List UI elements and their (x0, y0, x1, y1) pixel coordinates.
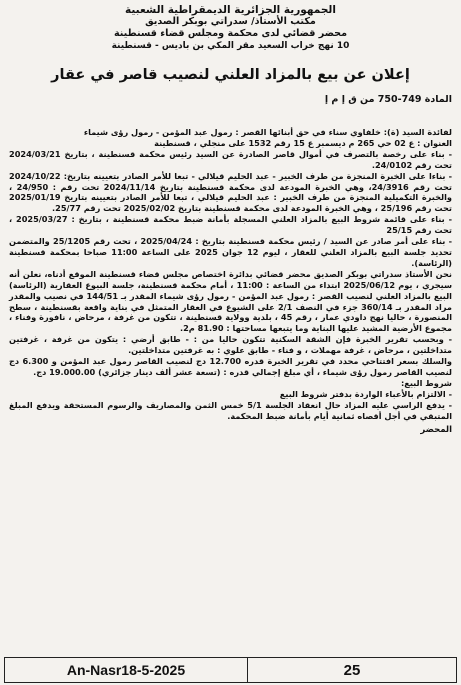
paragraph-expertise: - بناءا على الخبرة المنجزة من طرف الخبير - عبد الحليم قيلالي - تبعا للأمر الصادر بتعيينه بتاريخ: 2024/10/22 تحت رقم 24/3916، وهي الخبرة المودعة لدى محكمة قسنطينة بتاريخ 2024/11/14 تحت رقم : 24/950 ، والخبرة التكميلية المنجزة من طرف الخبير : عبد الحليم قيلالي ، تبعا للأمر الصادر بتعيينه بتاريخ 2025/01/19 تحت رقم 25/196 ، وهي الخبرة المودعة لدى محكمة قسنطينة بتاريخ 2025/02/02 تحت رقم 25/77. (9, 170, 452, 214)
bailiff-heading: محضر قضائي لدى محكمة ومجلس قضاء قسنطينة (113, 28, 348, 39)
address-heading: 10 نهج خراب السعيد مقر المكي بن باديس - قسنطينة (111, 41, 350, 51)
newspaper-footer (4, 657, 457, 683)
sale-conditions-heading: شروط البيع: (400, 377, 452, 388)
publication-date: An-Nasr18-5-2025 (5, 658, 248, 682)
signature-label: المحضر (420, 425, 452, 436)
office-heading: مكتب الأستاذ/ سدراتي بوبكر الصديق (145, 16, 316, 27)
paragraph-beneficiary: لفائدة السيد (ة): خلفاوي سناء في حق أبنائها القصر : رمول عبد المؤمن - رمول رؤى شيماء (83, 127, 452, 137)
sale-condition-2: - يدفع الراسي عليه المزاد حال انعقاد الجلسة 5/1 خمس الثمن والمصاريف والرسوم المستحقة ويدفع المبلغ المتبقي في أجل أقصاه ثمانية أيام بأمانة ضبط المحكمة. (9, 399, 452, 421)
letterhead (9, 4, 452, 52)
paragraph-property-description: - وبحسب تقرير الخبرة فإن الشقة السكنية تتكون حاليا من : - طابق أرضي : يتكون من غرفة ، غرفتين متداخلتين ، مرحاض ، غرفة مهملات ، و فناء - طابق علوي : به غرفتين متداخلتين. (9, 334, 452, 356)
paragraph-sale-notice: نحن الأستاذ سدراتي بوبكر الصديق محضر قضائي بدائرة اختصاص مجلس قضاء قسنطينة الموقع أدناه، نعلن أنه سيجري ، يوم 2025/06/12 ابتداء من الساعة : 11:00 ، أمام محكمة قسنطينة، جلسة البيوع العقارية (الرئاسة) البيع بالمزاد العلني لنصيب القصر : رمول عبد المؤمن - رمول رؤى شيماء المقدر بـ 144/51 في نصيب والمقدر مراد المقدر بـ 360/14 جزء في النصف 2/1 على الشيوع في العقار المتمثل في بناية واقعة بقسنطينة ، سطح المنصورة ، حاليا نهج داودي عمار ، رقم 45 ، بلدية وولاية قسنطينة ، تتكون من غرفة ، مرحاض ، نافورة وفناء ، مجموع الأرضية المشيد عليها البناية وما يتبعها مساحتها : 81.90 م2. (9, 268, 453, 334)
page-number: 25 (343, 661, 361, 679)
republic-heading: الجمهورية الجزائرية الديمقراطية الشعبية (125, 4, 336, 16)
legal-article: المادة 749-750 من ق إ م إ (324, 94, 452, 105)
paragraph-conditions-list: - بناء على قائمة شروط البيع بالمزاد العلني المسجلة بأمانة ضبط محكمة قسنطينة ، بتاريخ : 2025/03/27 ، تحت رقم 25/15 (9, 214, 452, 236)
sale-condition-1: - الالتزام بالأعباء الواردة بدفتر شروط البيع (279, 388, 452, 399)
announcement-title: إعلان عن بيع بالمزاد العلني لنصيب قاصر في عقار (51, 67, 410, 83)
announcement-body (9, 127, 452, 421)
paragraph-court-order: - بناء على أمر صادر عن السيد / رئيس محكمة قسنطينة بتاريخ : 2025/04/24 ، تحت رقم 25/1205 والمتضمن تحديد جلسة البيع بالمزاد العلني للعقار ، ليوم 12 جوان 2025 على الساعة 11:00 صباحا بمحكمة قسنطينة (الرئاسة). (9, 236, 452, 268)
paragraph-authorization: - بناء على رخصة بالتصرف في أموال قاصر الصادرة عن السيد رئيس محكمة قسنطينة ، بتاريخ 2024/03/21 تحت رقم 24/0102. (9, 148, 452, 170)
paragraph-address: العنوان : ع 02 حي 265 م ديسمبر ع 15 رقم 1532 على منجلي ، قسنطينة (154, 137, 452, 148)
paragraph-price: والسلك بسعر افتتاحي محدد في تقرير الخبرة قدره 12.700 دج لنصيب القاصر رمول عبد المؤمن و 6.300 دج لنصيب القاصر رمول رؤى شيماء ، أي مبلغ إجمالي قدره : (تسعة عشر ألف دينار جزائري) 19.000.00 دج. (9, 356, 453, 377)
